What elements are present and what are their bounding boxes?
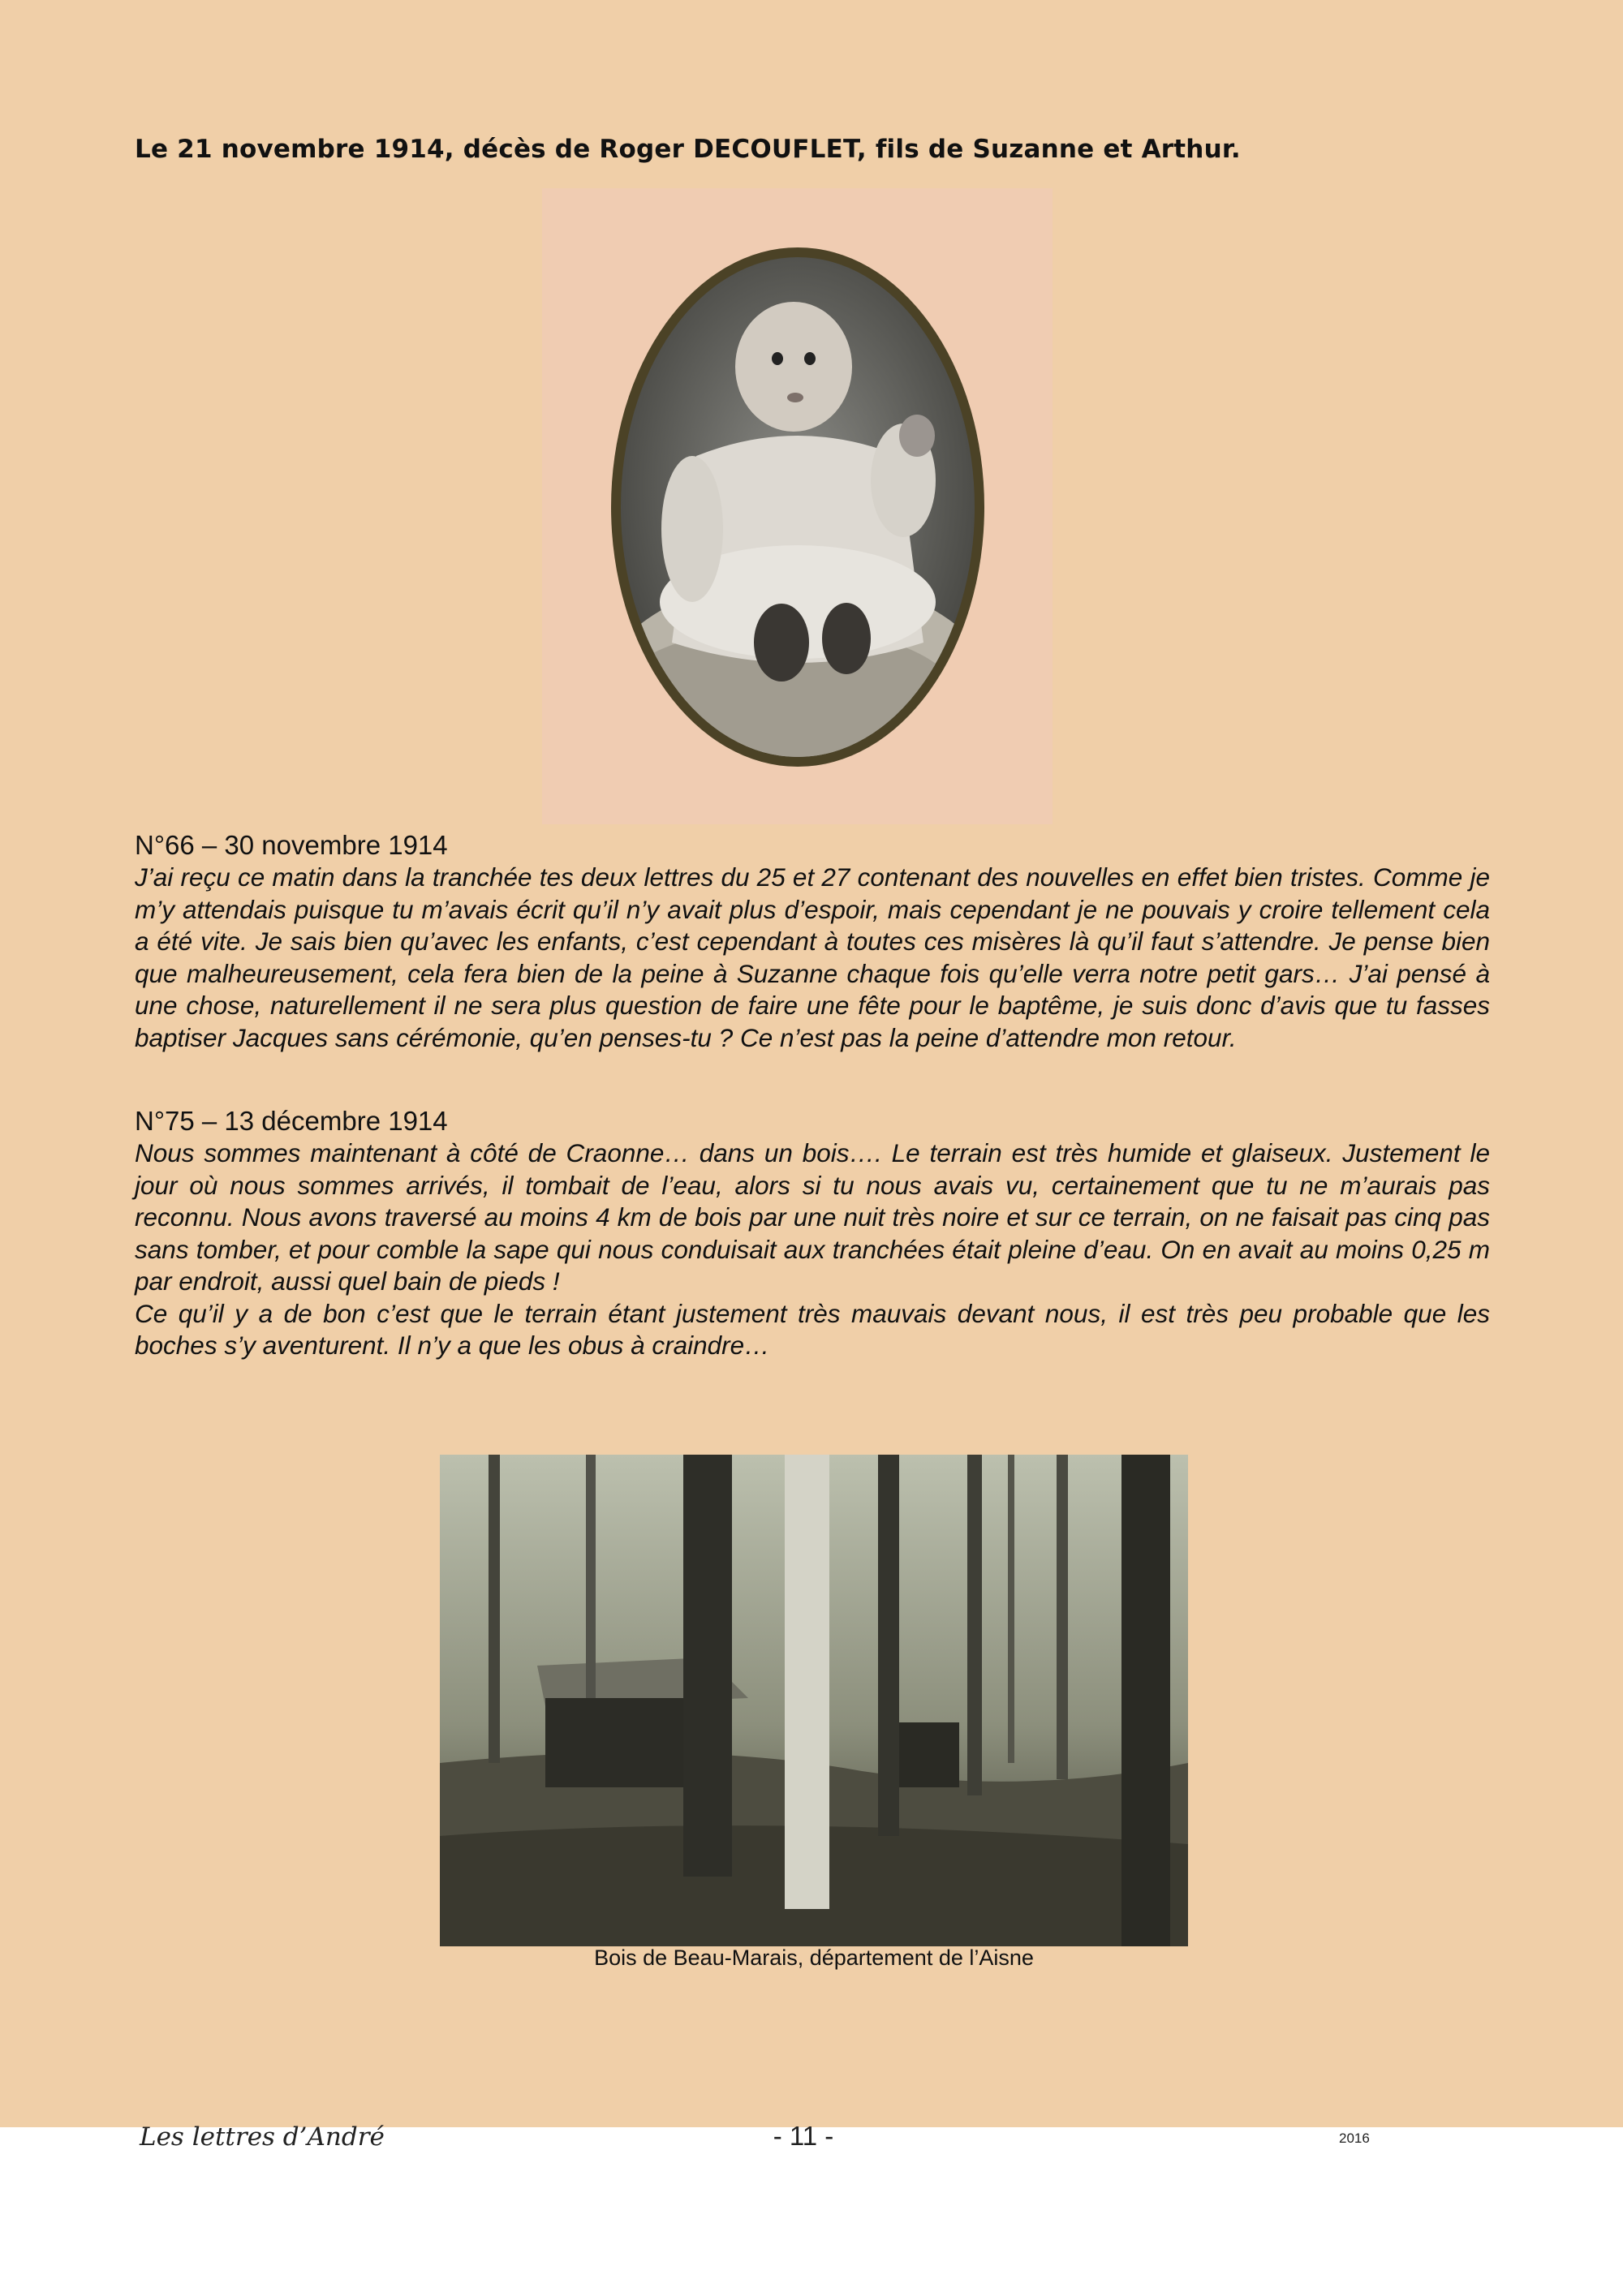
letter-75 <box>135 1105 1490 1362</box>
forest-photo <box>440 1455 1188 1946</box>
baby-portrait <box>542 188 1053 824</box>
letter-text <box>135 862 1490 1054</box>
letter-66 <box>135 829 1490 1054</box>
page-number: - 11 - <box>773 2121 834 2151</box>
photo-caption: Bois de Beau-Marais, département de l’Aisne <box>594 1946 1034 1970</box>
page-heading: Le 21 novembre 1914, décès de Roger DECOUFLET, fils de Suzanne et Arthur. <box>135 135 1241 164</box>
letter-paragraph: J’ai reçu ce matin dans la tranchée tes deux lettres du 25 et 27 contenant des nouvelles en effet bien tristes. Comme je m’y attendais puisque tu m’avais écrit qu’il n’y avait plus d’espoir, mais cependant je ne pouvais y croire tellement cela a été vite. Je sais bien qu’avec les enfants, c’est cependant à toutes ces misères là qu’il faut s’attendre. Je pense bien que malheureusement, cela fera bien de la peine à Suzanne chaque fois qu’elle verra notre petit gars… J’ai pensé à une chose, naturellement il ne sera plus question de faire une fête pour le baptême, je suis donc d’avis que tu fasses baptiser Jacques sans cérémonie, qu’en penses-tu ? Ce n’est pas la peine d’attendre mon retour. <box>135 862 1490 1052</box>
footer-year: 2016 <box>1339 2130 1370 2146</box>
letter-date: N°66 – 30 novembre 1914 <box>135 830 448 860</box>
letter-paragraph: Ce qu’il y a de bon c’est que le terrain étant justement très mauvais devant nous, il est très peu probable que les boches s’y aventurent. Il n’y a que les obus à craindre… <box>135 1298 1490 1360</box>
letter-paragraph: Nous sommes maintenant à côté de Craonne… dans un bois…. Le terrain est très humide et glaiseux. Justement le jour où nous sommes arrivés, il tombait de l’eau, alors si tu nous avais vu, certainement que tu ne m’aurais pas reconnu. Nous avons traversé au moins 4 km de bois par une nuit très noire et sur ce terrain, on ne faisait pas cinq pas sans tomber, et pour comble la sape qui nous conduisait aux tranchées était pleine d’eau. On en avait au moins 0,25 m par endroit, aussi quel bain de pieds ! <box>135 1138 1490 1296</box>
letter-date: N°75 – 13 décembre 1914 <box>135 1106 448 1136</box>
footer-signature: Les lettres d’André <box>140 2122 385 2152</box>
letter-text <box>135 1137 1490 1362</box>
